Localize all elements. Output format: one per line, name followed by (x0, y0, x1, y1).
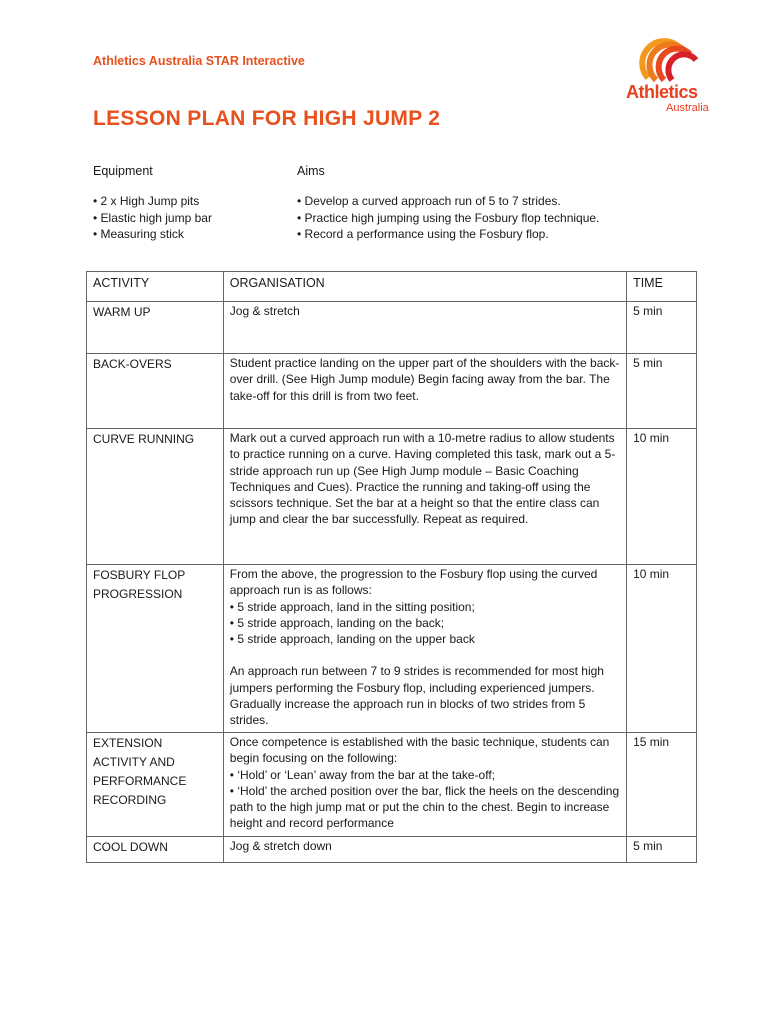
table-row (87, 565, 697, 733)
time-cell: 5 min (627, 354, 697, 429)
activity-line: COOL DOWN (93, 840, 168, 854)
activity-line: RECORDING (93, 793, 167, 807)
activity-cell (87, 837, 224, 863)
table-header-row (87, 272, 697, 302)
table-row (87, 733, 697, 837)
time-cell: 10 min (627, 429, 697, 565)
activity-line: FOSBURY FLOP (93, 568, 186, 582)
table-row (87, 837, 697, 863)
equipment-item: • Measuring stick (93, 226, 212, 243)
column-header-time: TIME (627, 272, 697, 302)
logo-swoosh-icon (638, 38, 704, 84)
athletics-australia-logo (622, 38, 708, 118)
aims-item: • Develop a curved approach run of 5 to 7 strides. (297, 193, 599, 210)
activity-cell (87, 733, 224, 837)
aims-heading: Aims (297, 164, 325, 178)
organisation-text: Once competence is established with the basic technique, students can begin focusing on the following: (229, 735, 610, 766)
organisation-bullet: • 5 stride approach, landing on the back; (229, 615, 445, 630)
organisation-text: Jog & stretch down (229, 839, 332, 853)
header-brand: Athletics Australia STAR Interactive (93, 54, 305, 68)
organisation-bullet: • ‘Hold’ the arched position over the bar, flick the heels on the descending path to the high jump mat or put the chin to the chest. Begin to increase height and record performance (229, 783, 620, 831)
organisation-text: From the above, the progression to the Fosbury flop using the curved approach run is as follows: (229, 567, 598, 598)
activity-cell (87, 302, 224, 354)
organisation-text: Mark out a curved approach run with a 10-metre radius to allow students to practice running on a curve. Having completed this task, mark out a 5-stride approach run up (See High Jump module – Basic Coaching Techniques and Cues). Practice the running and taking-off using the scissors technique. Set the bar at a height so that the entire class can jump and clear the bar successfully. Repeat as required. (229, 431, 616, 527)
time-cell: 5 min (627, 302, 697, 354)
organisation-bullet: • 5 stride approach, landing on the upper back (229, 632, 475, 647)
time-cell: 10 min (627, 565, 697, 733)
activity-cell (87, 429, 224, 565)
organisation-text: An approach run between 7 to 9 strides is recommended for most high jumpers performing the Fosbury flop, including experienced jumpers. Gradually increase the approach run in blocks of two strides from 5 strides. (229, 664, 604, 728)
organisation-cell (223, 733, 626, 837)
time-cell: 5 min (627, 837, 697, 863)
organisation-text: Jog & stretch (229, 304, 300, 318)
organisation-cell (223, 429, 626, 565)
activity-cell (87, 565, 224, 733)
activity-line: PROGRESSION (93, 587, 183, 601)
activity-cell (87, 354, 224, 429)
table-row (87, 429, 697, 565)
logo-subtitle: Australia (666, 102, 709, 114)
organisation-cell (223, 565, 626, 733)
organisation-bullet: • 5 stride approach, land in the sitting position; (229, 599, 475, 614)
activity-line: BACK-OVERS (93, 357, 172, 371)
time-cell: 15 min (627, 733, 697, 837)
organisation-cell (223, 837, 626, 863)
equipment-heading: Equipment (93, 164, 153, 178)
activity-line: PERFORMANCE (93, 774, 187, 788)
lesson-plan-table (86, 271, 697, 863)
activity-line: EXTENSION (93, 736, 163, 750)
equipment-list (93, 193, 212, 243)
organisation-cell (223, 354, 626, 429)
organisation-cell (223, 302, 626, 354)
activity-line: ACTIVITY AND (93, 755, 175, 769)
table-row (87, 302, 697, 354)
equipment-item: • 2 x High Jump pits (93, 193, 212, 210)
organisation-bullet: • ‘Hold’ or ‘Lean’ away from the bar at the take-off; (229, 767, 496, 782)
activity-line: CURVE RUNNING (93, 432, 195, 446)
aims-item: • Record a performance using the Fosbury flop. (297, 226, 599, 243)
activity-line: WARM UP (93, 305, 151, 319)
paragraph-gap (230, 647, 620, 663)
organisation-text: Student practice landing on the upper part of the shoulders with the back-over drill. (See High Jump module) Begin facing away from the bar. The take-off for this drill is from two feet. (229, 356, 620, 403)
column-header-activity: ACTIVITY (87, 272, 224, 302)
table-row (87, 354, 697, 429)
page-title: LESSON PLAN FOR HIGH JUMP 2 (93, 107, 441, 130)
aims-list (297, 193, 599, 243)
logo-word: Athletics (626, 82, 698, 102)
column-header-organisation: ORGANISATION (223, 272, 626, 302)
aims-item: • Practice high jumping using the Fosbury flop technique. (297, 210, 599, 227)
equipment-item: • Elastic high jump bar (93, 210, 212, 227)
